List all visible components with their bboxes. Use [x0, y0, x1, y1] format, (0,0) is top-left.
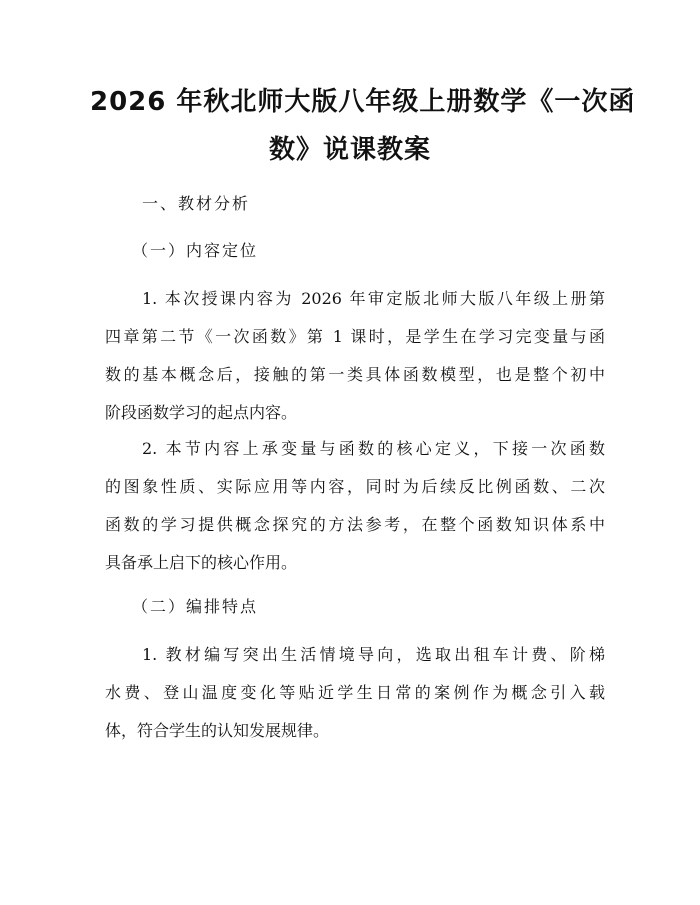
paragraph-line: 函数的学习提供概念探究的方法参考，在整个函数知识体系中	[105, 515, 605, 534]
document-title-line-1: 2026 年秋北师大版八年级上册数学《一次函	[90, 87, 636, 117]
paragraph-line: 数的基本概念后，接触的第一类具体函数模型，也是整个初中	[105, 365, 605, 384]
paragraph-arrangement-features-1	[105, 644, 605, 758]
paragraph-line: 四章第二节《一次函数》第 1 课时，是学生在学习完变量与函	[105, 327, 605, 346]
paragraph-line: 具备承上启下的核心作用。	[105, 553, 298, 572]
paragraph-line: 2. 本节内容上承变量与函数的核心定义，下接一次函数	[142, 439, 605, 458]
subsection-heading-content-positioning: （一）内容定位	[132, 241, 259, 260]
paragraph-content-positioning-2	[105, 438, 605, 590]
paragraph-line: 的图象性质、实际应用等内容，同时为后续反比例函数、二次	[105, 477, 605, 496]
document-title-line-2: 数》说课教案	[268, 135, 431, 165]
section-heading-materials-analysis: 一、教材分析	[142, 194, 251, 213]
subsection-heading-arrangement-features: （二）编排特点	[132, 597, 259, 616]
paragraph-line: 体，符合学生的认知发展规律。	[105, 721, 330, 740]
paragraph-content-positioning-1	[105, 288, 605, 440]
paragraph-line: 阶段函数学习的起点内容。	[105, 403, 298, 422]
paragraph-line: 水费、登山温度变化等贴近学生日常的案例作为概念引入载	[105, 683, 605, 702]
paragraph-line: 1. 教材编写突出生活情境导向，选取出租车计费、阶梯	[142, 645, 605, 664]
paragraph-line: 1. 本次授课内容为 2026 年审定版北师大版八年级上册第	[142, 289, 605, 308]
